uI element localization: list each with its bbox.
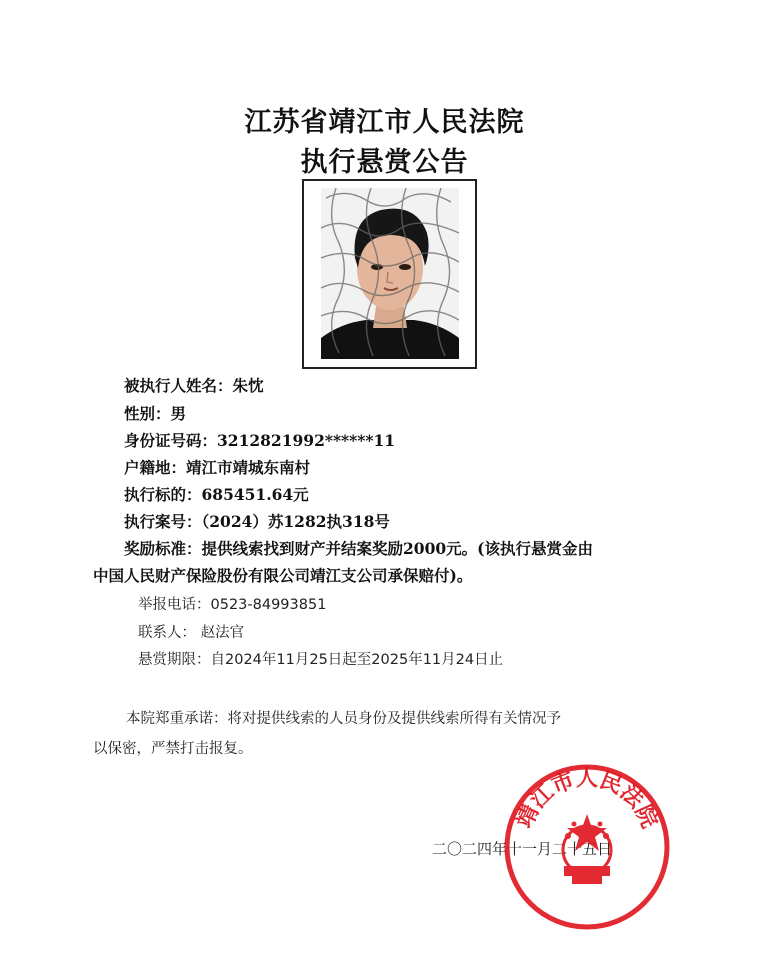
reward-period: 悬赏期限：自2024年11月25日起至2025年11月24日止 xyxy=(138,652,504,668)
contact-person: 联系人： 赵法官 xyxy=(138,625,245,641)
contact-phone: 举报电话：0523-84993851 xyxy=(138,597,327,613)
court-seal-icon xyxy=(502,762,672,932)
field-amount: 执行标的：685451.64元 xyxy=(124,485,309,504)
field-residence: 户籍地：靖江市靖城东南村 xyxy=(124,458,311,477)
issue-date: 二〇二四年十一月二十五日 xyxy=(432,840,613,858)
field-case-number: 执行案号：（2024）苏1282执318号 xyxy=(124,512,390,531)
reward-line-1: 奖励标准：提供线索找到财产并结案奖励2000元。(该执行悬赏金由 xyxy=(124,539,593,558)
field-gender: 性别：男 xyxy=(124,404,187,423)
photo-frame xyxy=(302,179,477,369)
court-title: 江苏省靖江市人民法院 xyxy=(244,107,525,138)
promise-line-1: 本院郑重承诺：将对提供线索的人员身份及提供线索所得有关情况予 xyxy=(126,711,561,727)
seal-text: 靖江市人民法院 xyxy=(511,765,663,832)
reward-line-2: 中国人民财产保险股份有限公司靖江支公司承保赔付)。 xyxy=(93,566,473,585)
promise-line-2: 以保密，严禁打击报复。 xyxy=(93,741,253,757)
person-photo-icon xyxy=(321,188,459,359)
notice-title: 执行悬赏公告 xyxy=(300,147,469,178)
field-name: 被执行人姓名：朱忱 xyxy=(124,376,264,395)
field-id-number: 身份证号码：3212821992******11 xyxy=(124,431,396,450)
